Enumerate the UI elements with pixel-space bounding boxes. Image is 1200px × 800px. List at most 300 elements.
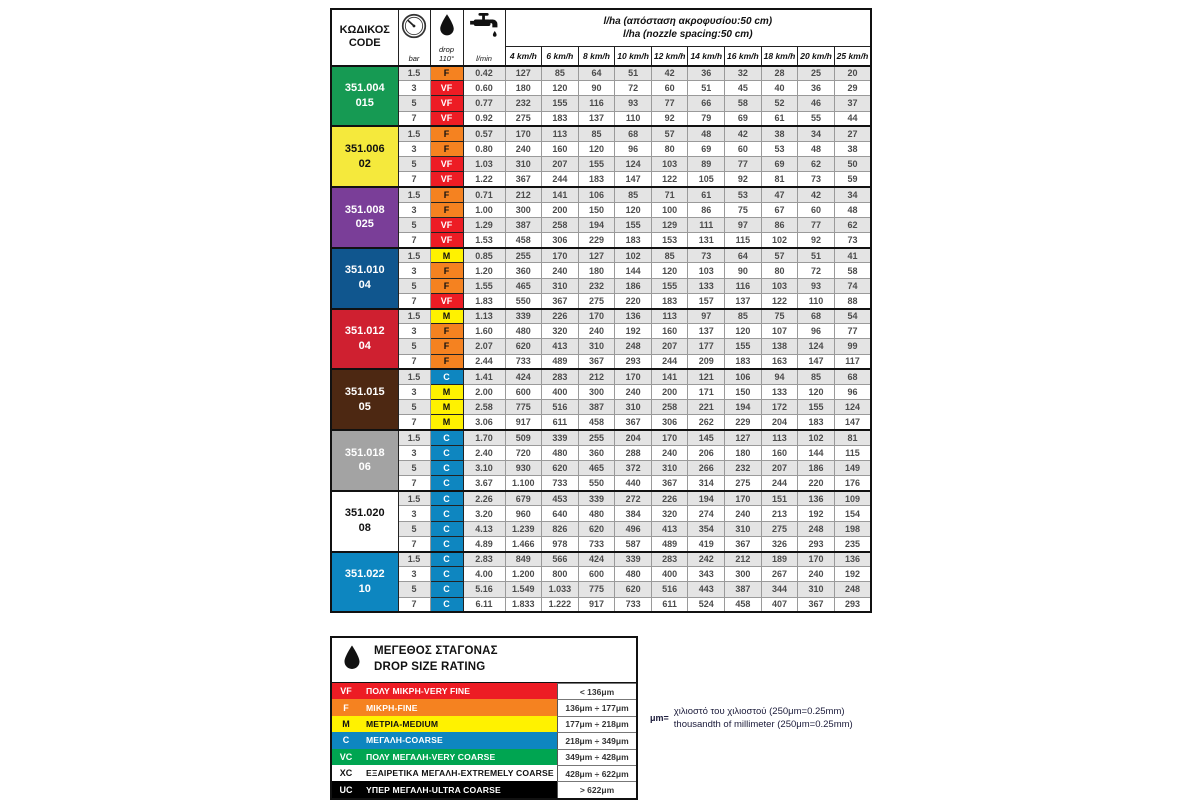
lha-value: 360 (505, 263, 542, 278)
lha-value: 344 (761, 582, 798, 597)
nozzle-row (331, 233, 871, 248)
flow-lmin-value: 2.44 (463, 354, 505, 369)
lha-value: 566 (542, 552, 579, 567)
nozzle-row (331, 293, 871, 308)
legend-title-gr: ΜΕΓΕΘΟΣ ΣΤΑΓΟΝΑΣ (374, 645, 498, 658)
lha-value: 89 (688, 157, 725, 172)
lha-value: 160 (761, 445, 798, 460)
nozzle-row (331, 354, 871, 369)
lha-value: 41 (834, 248, 871, 263)
flow-lmin-value: 3.67 (463, 476, 505, 491)
flow-lmin-value: 1.70 (463, 430, 505, 445)
lha-value: 266 (688, 460, 725, 475)
flow-lmin-value: 0.85 (463, 248, 505, 263)
lha-value: 92 (798, 233, 835, 248)
lha-value: 81 (834, 430, 871, 445)
drop-rating-value: C (430, 567, 463, 582)
lha-value: 170 (578, 309, 615, 324)
lha-value: 72 (615, 81, 652, 96)
drop-rating-value: F (430, 324, 463, 339)
lha-value: 160 (542, 141, 579, 156)
lha-value: 207 (542, 157, 579, 172)
drop-rating-value: F (430, 187, 463, 202)
legend-rating-code: C (332, 732, 360, 748)
lha-value: 176 (834, 476, 871, 491)
speed-header: 18 km/h (761, 46, 798, 66)
pressure-gauge-icon (401, 13, 427, 44)
pressure-bar-value: 5 (398, 582, 430, 597)
lha-value: 733 (615, 597, 652, 612)
lha-value: 58 (834, 263, 871, 278)
lha-value: 62 (834, 217, 871, 232)
nozzle-code: 351.012 04 (331, 309, 398, 370)
lha-value: 68 (834, 369, 871, 384)
pressure-bar-value: 1.5 (398, 369, 430, 384)
drop-rating-value: C (430, 582, 463, 597)
nozzle-block-351.018 (331, 430, 871, 491)
speed-header: 16 km/h (725, 46, 762, 66)
lha-value: 372 (615, 460, 652, 475)
nozzle-code: 351.015 05 (331, 369, 398, 430)
drop-rating-value: F (430, 339, 463, 354)
lha-value: 106 (578, 187, 615, 202)
lha-value: 1.549 (505, 582, 542, 597)
pressure-bar-value: 7 (398, 172, 430, 187)
pressure-bar-value: 5 (398, 278, 430, 293)
lmin-label: l/min (476, 53, 492, 63)
lha-value: 240 (615, 384, 652, 399)
lha-value: 92 (651, 111, 688, 126)
nozzle-row (331, 172, 871, 187)
flow-lmin-value: 0.60 (463, 81, 505, 96)
lha-value: 198 (834, 521, 871, 536)
lha-value: 240 (725, 506, 762, 521)
speed-header: 6 km/h (542, 46, 579, 66)
lha-value: 170 (615, 369, 652, 384)
nozzle-row (331, 430, 871, 445)
lha-value: 194 (725, 400, 762, 415)
lha-value: 52 (761, 96, 798, 111)
lha-value: 90 (578, 81, 615, 96)
lha-value: 48 (834, 202, 871, 217)
nozzle-row (331, 278, 871, 293)
lha-value: 480 (578, 506, 615, 521)
drop-rating-value: C (430, 430, 463, 445)
flow-lmin-value: 6.11 (463, 597, 505, 612)
flow-lmin-value: 2.58 (463, 400, 505, 415)
lha-value: 109 (834, 491, 871, 506)
lha-value: 155 (542, 96, 579, 111)
lha-value: 300 (578, 384, 615, 399)
legend-row-C (332, 732, 636, 748)
drop-rating-value: C (430, 521, 463, 536)
lha-value: 183 (651, 293, 688, 308)
lha-value: 124 (798, 339, 835, 354)
lha-value: 141 (651, 369, 688, 384)
nozzle-row (331, 248, 871, 263)
drop-rating-value: VF (430, 233, 463, 248)
lha-value: 77 (725, 157, 762, 172)
lha-value: 262 (688, 415, 725, 430)
lha-value: 220 (615, 293, 652, 308)
lha-value: 293 (615, 354, 652, 369)
speed-header: 4 km/h (505, 46, 542, 66)
lha-value: 155 (725, 339, 762, 354)
lha-value: 124 (834, 400, 871, 415)
flow-lmin-value: 1.03 (463, 157, 505, 172)
lha-value: 120 (615, 202, 652, 217)
flow-lmin-value: 0.92 (463, 111, 505, 126)
pressure-bar-value: 1.5 (398, 126, 430, 141)
lha-value: 64 (578, 66, 615, 81)
lha-value: 27 (834, 126, 871, 141)
nozzle-row (331, 445, 871, 460)
lha-value: 283 (651, 552, 688, 567)
lha-title-en: l/ha (nozzle spacing:50 cm) (623, 28, 753, 40)
lha-value: 679 (505, 491, 542, 506)
lha-value: 480 (615, 567, 652, 582)
lha-value: 917 (578, 597, 615, 612)
nozzle-block-351.010 (331, 248, 871, 309)
lha-value: 221 (688, 400, 725, 415)
flow-lmin-value: 0.77 (463, 96, 505, 111)
lha-value: 116 (725, 278, 762, 293)
pressure-bar-value: 3 (398, 202, 430, 217)
lha-value: 80 (651, 141, 688, 156)
legend-micron-range: < 136μm (557, 683, 636, 699)
lha-value: 58 (725, 96, 762, 111)
drop-rating-value: F (430, 141, 463, 156)
nozzle-row (331, 66, 871, 81)
lha-value: 255 (578, 430, 615, 445)
lha-value: 367 (798, 597, 835, 612)
lha-value: 310 (651, 460, 688, 475)
lha-value: 800 (542, 567, 579, 582)
pressure-bar-value: 3 (398, 506, 430, 521)
lha-value: 117 (834, 354, 871, 369)
lha-value: 465 (505, 278, 542, 293)
lha-value: 145 (688, 430, 725, 445)
pressure-bar-value: 7 (398, 354, 430, 369)
lha-header (505, 9, 871, 46)
lha-value: 194 (688, 491, 725, 506)
flow-lmin-value: 1.53 (463, 233, 505, 248)
speed-header: 20 km/h (798, 46, 835, 66)
lha-value: 232 (578, 278, 615, 293)
flow-lmin-value: 0.42 (463, 66, 505, 81)
nozzle-row (331, 369, 871, 384)
lha-value: 360 (578, 445, 615, 460)
lha-value: 192 (798, 506, 835, 521)
lha-value: 37 (834, 96, 871, 111)
nozzle-row (331, 309, 871, 324)
code-column-header (331, 9, 398, 66)
lha-value: 733 (542, 476, 579, 491)
lha-value: 733 (505, 354, 542, 369)
speed-header: 12 km/h (651, 46, 688, 66)
lha-value: 75 (761, 309, 798, 324)
lha-value: 310 (798, 582, 835, 597)
lha-value: 960 (505, 506, 542, 521)
drop-rating-value: M (430, 248, 463, 263)
lha-value: 186 (798, 460, 835, 475)
lha-value: 343 (688, 567, 725, 582)
lha-value: 248 (834, 582, 871, 597)
pressure-bar-value: 1.5 (398, 309, 430, 324)
nozzle-row (331, 81, 871, 96)
legend-header (332, 638, 636, 683)
lha-value: 258 (651, 400, 688, 415)
lha-value: 42 (798, 187, 835, 202)
lha-value: 367 (578, 354, 615, 369)
nozzle-code: 351.004 015 (331, 66, 398, 127)
lha-value: 107 (761, 324, 798, 339)
lha-value: 102 (761, 233, 798, 248)
lha-value: 113 (542, 126, 579, 141)
lha-value: 611 (651, 597, 688, 612)
lha-value: 720 (505, 445, 542, 460)
speed-header: 14 km/h (688, 46, 725, 66)
lha-value: 640 (542, 506, 579, 521)
lha-value: 85 (651, 248, 688, 263)
lha-value: 96 (615, 141, 652, 156)
lha-value: 68 (798, 309, 835, 324)
nozzle-row (331, 217, 871, 232)
lha-value: 115 (834, 445, 871, 460)
pressure-bar-value: 5 (398, 400, 430, 415)
lha-value: 170 (725, 491, 762, 506)
drop-angle-label: drop 110° (438, 44, 454, 63)
note-line-gr: χιλιοστό του χιλιοστού (250μm=0.25mm) (673, 706, 845, 717)
lha-value: 489 (542, 354, 579, 369)
lha-value: 60 (651, 81, 688, 96)
lha-value: 183 (725, 354, 762, 369)
lha-value: 40 (761, 81, 798, 96)
lha-value: 192 (834, 567, 871, 582)
lha-value: 42 (651, 66, 688, 81)
lha-value: 60 (725, 141, 762, 156)
lha-value: 212 (725, 552, 762, 567)
lha-value: 611 (542, 415, 579, 430)
nozzle-row (331, 597, 871, 612)
lha-value: 978 (542, 536, 579, 551)
lha-value: 85 (725, 309, 762, 324)
lha-value: 400 (651, 567, 688, 582)
lha-value: 183 (578, 172, 615, 187)
lha-value: 93 (798, 278, 835, 293)
lha-value: 133 (688, 278, 725, 293)
legend-rating-label: ΥΠΕΡ ΜΕΓΑΛΗ-ULTRA COARSE (360, 781, 557, 797)
drop-rating-value: M (430, 384, 463, 399)
lha-value: 213 (761, 506, 798, 521)
lha-value: 367 (725, 536, 762, 551)
lha-value: 413 (651, 521, 688, 536)
legend-rating-label: ΠΟΛΥ ΜΙΚΡΗ-VERY FINE (360, 683, 557, 699)
legend-rating-label: ΜΙΚΡΗ-FINE (360, 699, 557, 715)
lha-value: 93 (615, 96, 652, 111)
pressure-bar-value: 7 (398, 111, 430, 126)
pressure-bar-value: 5 (398, 339, 430, 354)
lha-value: 111 (688, 217, 725, 232)
bar-label: bar (408, 53, 420, 63)
drop-rating-value: C (430, 552, 463, 567)
flow-lmin-value: 2.40 (463, 445, 505, 460)
lha-value: 147 (834, 415, 871, 430)
flow-lmin-value: 1.41 (463, 369, 505, 384)
lha-value: 85 (578, 126, 615, 141)
legend-micron-range: > 622μm (557, 781, 636, 797)
pressure-bar-value: 1.5 (398, 552, 430, 567)
lha-value: 550 (505, 293, 542, 308)
lha-value: 849 (505, 552, 542, 567)
lha-value: 155 (578, 157, 615, 172)
pressure-bar-value: 5 (398, 217, 430, 232)
lha-value: 73 (688, 248, 725, 263)
nozzle-row (331, 96, 871, 111)
code-label-gr: ΚΩΔΙΚΟΣ (339, 23, 390, 36)
lha-value: 244 (542, 172, 579, 187)
lha-value: 267 (761, 567, 798, 582)
lha-value: 489 (651, 536, 688, 551)
lha-value: 102 (615, 248, 652, 263)
lha-value: 147 (798, 354, 835, 369)
pressure-bar-value: 5 (398, 460, 430, 475)
lha-value: 189 (761, 552, 798, 567)
lha-value: 171 (688, 384, 725, 399)
lha-value: 1.100 (505, 476, 542, 491)
lha-value: 274 (688, 506, 725, 521)
lha-value: 73 (834, 233, 871, 248)
lha-value: 157 (688, 293, 725, 308)
flow-lmin-value: 3.20 (463, 506, 505, 521)
lha-value: 121 (688, 369, 725, 384)
nozzle-row (331, 324, 871, 339)
lha-value: 458 (505, 233, 542, 248)
nozzle-row (331, 567, 871, 582)
lha-value: 57 (651, 126, 688, 141)
lha-value: 480 (542, 445, 579, 460)
lha-value: 733 (578, 536, 615, 551)
lha-value: 120 (542, 81, 579, 96)
lha-value: 310 (542, 278, 579, 293)
lha-value: 240 (578, 324, 615, 339)
lha-value: 242 (688, 552, 725, 567)
lha-value: 1.466 (505, 536, 542, 551)
pressure-bar-value: 1.5 (398, 491, 430, 506)
lha-value: 72 (798, 263, 835, 278)
lha-value: 29 (834, 81, 871, 96)
lha-value: 458 (725, 597, 762, 612)
lha-value: 85 (542, 66, 579, 81)
lha-value: 51 (688, 81, 725, 96)
lha-value: 154 (834, 506, 871, 521)
nozzle-row (331, 400, 871, 415)
lha-value: 115 (725, 233, 762, 248)
note-line-en: thousandth of millimeter (250μm=0.25mm) (673, 719, 853, 731)
lha-value: 387 (578, 400, 615, 415)
lha-value: 240 (542, 263, 579, 278)
lha-value: 314 (688, 476, 725, 491)
lha-value: 930 (505, 460, 542, 475)
lha-value: 207 (761, 460, 798, 475)
drop-rating-value: VF (430, 96, 463, 111)
lha-value: 42 (725, 126, 762, 141)
nozzle-row (331, 111, 871, 126)
lha-value: 516 (542, 400, 579, 415)
legend-rating-code: VF (332, 683, 360, 699)
drop-rating-value: M (430, 309, 463, 324)
drop-rating-value: C (430, 445, 463, 460)
lha-value: 272 (615, 491, 652, 506)
lha-value: 232 (725, 460, 762, 475)
lha-value: 97 (688, 309, 725, 324)
lha-value: 244 (651, 354, 688, 369)
nozzle-block-351.008 (331, 187, 871, 248)
lha-value: 620 (578, 521, 615, 536)
flow-lmin-value: 3.06 (463, 415, 505, 430)
lha-value: 55 (798, 111, 835, 126)
nozzle-code: 351.018 06 (331, 430, 398, 491)
lha-value: 68 (615, 126, 652, 141)
lha-value: 116 (578, 96, 615, 111)
lha-value: 137 (688, 324, 725, 339)
nozzle-row (331, 126, 871, 141)
pressure-bar-value: 5 (398, 96, 430, 111)
drop-rating-value: F (430, 354, 463, 369)
lha-value: 524 (688, 597, 725, 612)
lha-value: 120 (578, 141, 615, 156)
lha-value: 170 (505, 126, 542, 141)
lha-value: 248 (615, 339, 652, 354)
nozzle-flow-rate-table (330, 8, 872, 613)
legend-row-F (332, 699, 636, 715)
drop-rating-value: C (430, 597, 463, 612)
lha-value: 275 (578, 293, 615, 308)
drop-rating-value: VF (430, 172, 463, 187)
lha-value: 384 (615, 506, 652, 521)
lha-value: 496 (615, 521, 652, 536)
lha-value: 1.833 (505, 597, 542, 612)
lha-value: 136 (798, 491, 835, 506)
nozzle-row (331, 536, 871, 551)
lha-value: 71 (651, 187, 688, 202)
lha-value: 465 (578, 460, 615, 475)
lha-value: 413 (542, 339, 579, 354)
legend-rating-label: ΜΕΤΡΙΑ-MEDIUM (360, 716, 557, 732)
lha-value: 136 (834, 552, 871, 567)
legend-rating-label: ΠΟΛΥ ΜΕΓΑΛΗ-VERY COARSE (360, 749, 557, 765)
speed-header: 25 km/h (834, 46, 871, 66)
lha-value: 407 (761, 597, 798, 612)
lha-value: 367 (505, 172, 542, 187)
lha-value: 220 (798, 476, 835, 491)
pressure-bar-value: 7 (398, 536, 430, 551)
drop-rating-value: C (430, 536, 463, 551)
drop-rating-value: VF (430, 81, 463, 96)
nozzle-row (331, 415, 871, 430)
lha-value: 86 (688, 202, 725, 217)
tap-icon (470, 13, 498, 43)
lha-value: 136 (615, 309, 652, 324)
lha-value: 180 (725, 445, 762, 460)
flow-lmin-value: 0.57 (463, 126, 505, 141)
flow-lmin-value: 1.55 (463, 278, 505, 293)
legend-row-UC (332, 781, 636, 797)
lha-value: 200 (651, 384, 688, 399)
lha-value: 320 (542, 324, 579, 339)
nozzle-code: 351.008 025 (331, 187, 398, 248)
lha-value: 480 (505, 324, 542, 339)
